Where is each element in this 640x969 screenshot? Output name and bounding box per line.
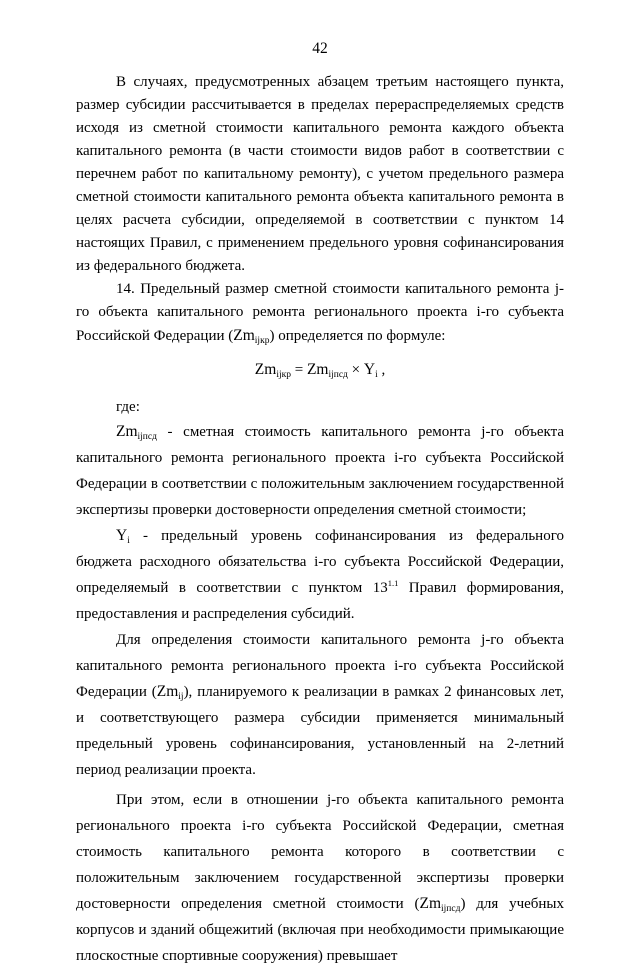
def2-superscript: 1.1 <box>387 578 399 588</box>
def2-subscript: i <box>127 536 130 546</box>
formula-lhs: Zm <box>254 361 277 378</box>
formula-times: × <box>347 362 364 378</box>
formula-rhs-zm: Zm <box>306 361 329 378</box>
def2-text-start: - предельный уровень софинансирования из федерального бюджета расходного обязательства i-го субъекта Российской Федерации, определяемый в соответствии с пунктом 13 <box>76 528 564 596</box>
def1-symbol: Zm <box>116 423 138 440</box>
p4-text-end: ) для учебных корпусов и зданий общежитий (включая при необходимости примыкающие плоскостные спортивные сооружения) превышает <box>76 896 565 964</box>
item-14-text-start: 14. Предельный размер сметной стоимости капитального ремонта j-го объекта капитального ремонта регионального проекта i-го субъекта Российской Федерации ( <box>76 281 564 344</box>
formula-equals: = <box>290 362 307 378</box>
zm-symbol: Zm <box>233 327 255 344</box>
paragraph-item-14 <box>76 278 564 348</box>
formula-tail: , <box>377 362 386 378</box>
formula-rhs-y: Y <box>363 361 376 378</box>
p3-subscript: ij <box>178 692 184 702</box>
paragraph-excess-cost <box>76 787 564 969</box>
def1-subscript: ijпсд <box>137 432 157 442</box>
formula-lhs-subscript: ijкр <box>276 370 291 380</box>
p3-text-end: ), планируемого к реализации в рамках 2 финансовых лет, и соответствующего размера субсидии применяется минимальный предельный уровень софинансирования, установленный на 2-летний период реализации проекта. <box>76 684 564 778</box>
formula-rhs-zm-subscript: ijпсд <box>328 370 348 380</box>
definition-zm-psd <box>76 419 564 523</box>
p4-symbol: Zm <box>419 895 442 912</box>
document-body <box>76 71 564 969</box>
p3-text-start: Для определения стоимости капитального ремонта j-го объекта капитального ремонта регионального проекта i-го субъекта Российской Федерации ( <box>76 632 564 700</box>
formula-rhs-y-subscript: i <box>375 370 378 380</box>
p3-symbol: Zm <box>156 683 179 700</box>
zm-subscript: ijкр <box>254 336 270 346</box>
p4-text-start: При этом, если в отношении j-го объекта капитального ремонта регионального проекта i-го субъекта Российской Федерации, сметная стоимость капитального ремонта которого в соответствии с положительным заключением государственной экспертизы проверки достоверности определения сметной стоимости ( <box>76 792 564 912</box>
def1-text: - сметная стоимость капитального ремонта j-го объекта капитального ремонта регионального проекта i-го субъекта Российской Федерации в соответствии с положительным заключением государственной экспертизы проверки достоверности определения сметной стоимости; <box>76 424 564 518</box>
def2-text-end: Правил формирования, предоставления и распределения субсидий. <box>76 580 565 622</box>
p4-subscript: ijпсд <box>441 904 461 914</box>
paragraph-subsidy-cases: В случаях, предусмотренных абзацем третьим настоящего пункта, размер субсидии рассчитывается в пределах перераспределяемых средств исходя из сметной стоимости капитального ремонта каждого объекта капитального ремонта (в части стоимости видов работ в соответствии с перечнем работ по капитальному ремонту), с учетом предельного размера сметной стоимости капитального ремонта объекта капитального ремонта в целях расчета субсидии, определяемой в соответствии с пунктом 14 настоящих Правил, с применением предельного уровня софинансирования из федерального бюджета. <box>76 74 564 274</box>
def2-symbol: Y <box>116 527 128 544</box>
paragraph-two-year-projects <box>76 627 564 783</box>
formula <box>76 358 564 382</box>
definition-yi <box>76 523 564 627</box>
page-number: 42 <box>312 40 328 57</box>
item-14-text-end: ) определяется по формуле: <box>269 328 446 344</box>
where-label: где: <box>116 399 140 415</box>
